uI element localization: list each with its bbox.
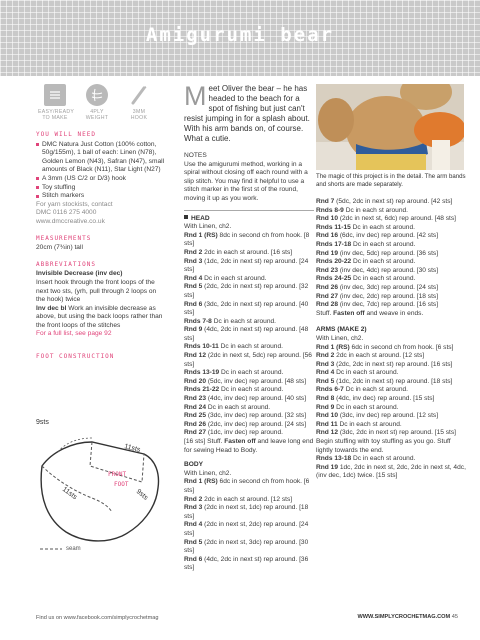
drop-cap: M	[184, 81, 207, 111]
instruction-line: Rnd 2 2dc in each st around. [12 sts]	[184, 495, 293, 503]
footer-facebook[interactable]: Find us on www.facebook.com/simplycrochetmag	[36, 615, 159, 621]
instruction-line: Rnds 13-19 Dc in each st around.	[184, 369, 284, 377]
foot-construction-heading: FOOT CONSTRUCTION	[36, 353, 115, 361]
full-list-link[interactable]: For a full list, see page 92	[36, 330, 112, 338]
divider	[184, 210, 314, 211]
instruction-line: Rnd 12 (3dc, 2dc in next st) rep around. [15 sts] Begin stuffing with toy stuffing as you go. Stuff lightly towards the end.	[316, 429, 456, 454]
icon-label: 4PLY	[90, 109, 104, 115]
middle-column	[184, 81, 314, 573]
instruction-line: Rnds 13-18 Dc in each st around.	[316, 455, 416, 463]
head-instructions	[184, 223, 314, 438]
instruction-line: Rnd 4 Dc in each st around.	[316, 369, 399, 377]
instruction-line: Rnd 27 (1dc, inv dec) rep around.	[184, 429, 283, 437]
head-heading: HEAD	[184, 215, 314, 224]
bear-leg	[356, 154, 426, 170]
instruction-line: Rnds 10-11 Dc in each st around.	[184, 343, 283, 351]
instruction-line: Rnds 7-8 Dc in each st around.	[184, 317, 277, 325]
diagram-label-front: FRONT	[108, 471, 127, 478]
abbreviations-heading: ABBREVIATIONS	[36, 260, 96, 268]
instruction-line: Rnd 11 Dc in each st around.	[316, 420, 402, 428]
instruction-line: Rnd 7 (5dc, 2dc in next st) rep around. [42 sts]	[316, 198, 453, 205]
instruction-line: Rnds 24-25 Dc in each st around.	[316, 275, 416, 283]
seam-key	[40, 546, 81, 552]
instruction-line: Rnd 23 (4dc, inv dec) rep around. [40 sts]	[184, 395, 307, 403]
diagram-label-11sts-side: 11sts	[60, 485, 79, 502]
instruction-line: Rnd 9 Dc in each st around.	[316, 403, 399, 411]
abbrev-term: Inv dec bl	[36, 304, 67, 312]
body-heading: BODY	[184, 461, 204, 469]
notes-text: Use the amigurumi method, working in a spiral without closing off each round with a slip stitch. You may find it helpful to use a stitch marker in the first st of the round, moving it up as you work.	[184, 160, 308, 202]
instruction-line: Rnd 2 2dc in each st around. [12 sts]	[316, 352, 425, 360]
measurements-heading: MEASUREMENTS	[36, 234, 92, 242]
instruction-line: Rnd 4 (2dc in next st, 2dc) rep around. [24 sts]	[184, 521, 309, 537]
hook-size-badge	[122, 84, 156, 121]
title-banner	[0, 0, 480, 76]
diagram-label-9sts-top: 9sts	[36, 419, 49, 426]
instruction-line: Rnd 3 (2dc in next st, 1dc) rep around. [18 sts]	[184, 504, 309, 520]
instruction-line: Rnd 20 (5dc, inv dec) rep around. [48 sts]	[184, 377, 307, 385]
instruction-line: Rnd 16 (6dc, inv dec) rep around. [42 sts]	[316, 232, 439, 240]
materials-item: Toy stuffing	[36, 184, 166, 193]
diagram-label-foot: FOOT	[114, 481, 129, 488]
icon-label: TO MAKE	[42, 115, 68, 121]
right-column	[316, 198, 466, 481]
measurements-text: 20cm (7¾in) tall	[36, 244, 83, 252]
seam-key-line	[40, 547, 62, 551]
instruction-line: Rnds 11-15 Dc in each st around.	[316, 223, 415, 231]
instruction-line: Rnd 23 (inv dec, 4dc) rep around. [30 sts]	[316, 266, 439, 274]
instruction-line: Rnd 4 Dc in each st around.	[184, 274, 267, 282]
instruction-line: Rnd 9 (4dc, 2dc in next st) rep around. [48 sts]	[184, 326, 309, 342]
instruction-line: Rnd 5 (2dc, 2dc in next st) rep around. [32 sts]	[184, 283, 309, 299]
instruction-line: Rnd 19 (inv dec, 5dc) rep around. [36 sts]	[316, 249, 439, 257]
body-instructions-continued	[316, 198, 466, 310]
foot-construction-diagram	[32, 408, 172, 558]
instruction-line: Rnd 2 2dc in each st around. [16 sts]	[184, 248, 293, 256]
instruction-line: With Linen, ch2.	[316, 334, 364, 342]
seam-line	[42, 466, 112, 512]
materials-item: DMC Natura Just Cotton (100% cotton, 50g/155m), 1 ball of each: Linen (N78), Golden Lemon (N43), Safran (N47), small amounts of Black (N11), Star Light (N27)	[36, 141, 166, 175]
instruction-line: Rnds 6-7 Dc in each st around.	[316, 386, 409, 394]
arms-instructions	[316, 335, 466, 481]
footer-site-url[interactable]: WWW.SIMPLYCROCHETMAG.COM	[357, 614, 451, 620]
you-will-need-heading: YOU WILL NEED	[36, 131, 96, 138]
icon-label: HOOK	[130, 115, 148, 121]
bear-arm	[318, 98, 354, 142]
instruction-line: Rnd 6 (4dc, 2dc in next st) rep around. [36 sts]	[184, 555, 309, 572]
stockists-url[interactable]: www.dmccreative.co.uk	[36, 217, 105, 225]
instruction-line: Rnd 19 1dc, 2dc in next st, 2dc, 2dc in next st, 4dc, (inv dec, 1dc) twice. [15 sts]	[316, 463, 466, 480]
icon-label: WEIGHT	[85, 115, 109, 121]
left-column	[36, 84, 166, 363]
pattern-icons	[38, 84, 156, 121]
instruction-line: With Linen, ch2.	[184, 223, 232, 231]
instruction-line: Rnd 28 (inv dec, 7dc) rep around. [16 sts]	[316, 301, 439, 309]
materials-item: Stitch markers	[36, 192, 166, 201]
instruction-line: Rnd 1 (RS) 8dc in second ch from hook. [8 sts]	[184, 231, 310, 248]
instruction-line: Rnd 12 (2dc in next st, 5dc) rep around. [56 sts]	[184, 352, 312, 368]
instruction-line: Rnd 5 (2dc in next st, 3dc) rep around. [30 sts]	[184, 538, 309, 555]
abbrev-definition: Insert hook through the front loops of the next two sts, (yrh, pull through 2 loops on the hook) twice	[36, 278, 157, 304]
diagram-label-11sts-top: 11sts	[123, 443, 141, 454]
yarn-weight-badge	[80, 84, 114, 121]
instruction-line: Rnds 8-9 Dc in each st around.	[316, 206, 409, 214]
footer-site	[357, 614, 458, 620]
yarn-ball-icon	[86, 84, 108, 106]
diagram-label-9sts-side: 9sts	[134, 488, 150, 502]
arms-heading: ARMS (MAKE 2)	[316, 326, 367, 334]
instruction-line: Rnd 27 (inv dec, 2dc) rep around. [18 sts]	[316, 292, 439, 300]
intro-paragraph	[184, 81, 314, 144]
materials-item: A 3mm (US C/2 or D/3) hook	[36, 175, 166, 184]
difficulty-badge	[38, 84, 75, 121]
instruction-line: Rnds 17-18 Dc in each st around.	[316, 240, 416, 248]
instruction-line: Rnd 6 (3dc, 2dc in next st) rep around. [40 sts]	[184, 300, 309, 317]
instruction-line: Rnd 24 Dc in each st around.	[184, 403, 271, 411]
head-ending: [16 sts] Stuff. Fasten off and leave long end for sewing Head to Body.	[184, 438, 314, 454]
instruction-line: Rnd 10 (3dc, inv dec) rep around. [12 sts]	[316, 412, 439, 420]
abbrev-definition: Work an invisible decrease as above, but using the back loops rather than the front loops of the stitches	[36, 304, 163, 329]
bear-paw	[432, 140, 450, 170]
abbrev-term: Invisible Decrease (inv dec)	[36, 270, 123, 278]
instruction-line: Rnds 20-22 Dc in each st around.	[316, 258, 416, 266]
crochet-hook-icon	[128, 84, 150, 106]
body-ending: Stuff. Fasten off and weave in ends.	[316, 309, 424, 317]
page-number: 45	[451, 614, 458, 620]
instruction-line: Rnd 5 (1dc, 2dc in next st) rep around. [18 sts]	[316, 377, 453, 385]
instruction-line: Rnd 3 (2dc, 2dc in next st) rep around. [16 sts]	[316, 360, 453, 368]
easy-icon	[44, 84, 66, 106]
instruction-line: Rnd 8 (4dc, inv dec) rep around. [15 sts]	[316, 395, 435, 403]
instruction-line: Rnd 1 (RS) 6dc in second ch from hook. [6 sts]	[184, 478, 310, 494]
body-instructions	[184, 470, 314, 573]
icon-label: 3MM	[132, 109, 146, 115]
intro-text: eet Oliver the bear – he has headed to the beach for a spot of fishing but just can't resist jumping in for a splash about. With his arm bands on, of course. What a cutie.	[184, 84, 310, 143]
seam-key-label: seam	[66, 546, 81, 552]
bear-photo	[316, 84, 464, 170]
instruction-line: Rnd 26 (inv dec, 3dc) rep around. [24 sts]	[316, 283, 439, 291]
page-title: Amigurumi bear	[145, 24, 335, 46]
instruction-line: Rnd 1 (RS) 6dc in second ch from hook. [6 sts]	[316, 343, 454, 351]
instruction-line: With Linen, ch2.	[184, 469, 232, 477]
stockists-label: For yarn stockists, contact	[36, 200, 113, 208]
instruction-line: Rnd 10 (2dc in next st, 6dc) rep around. [48 sts]	[316, 215, 456, 223]
icon-label: EASY/READY	[38, 109, 75, 115]
stockists-phone: DMC 0116 275 4000	[36, 209, 97, 217]
instruction-line: Rnd 26 (2dc, inv dec) rep around. [24 sts]	[184, 420, 307, 428]
instruction-line: Rnd 3 (1dc, 2dc in next st) rep around. [24 sts]	[184, 257, 309, 274]
instruction-line: Rnd 25 (3dc, inv dec) rep around. [32 sts]	[184, 412, 307, 420]
instruction-line: Rnds 21-22 Dc in each st around.	[184, 386, 284, 394]
notes-heading: NOTES	[184, 152, 207, 159]
photo-caption: The magic of this project is in the detail. The arm bands and shorts are made separately.	[316, 173, 466, 188]
